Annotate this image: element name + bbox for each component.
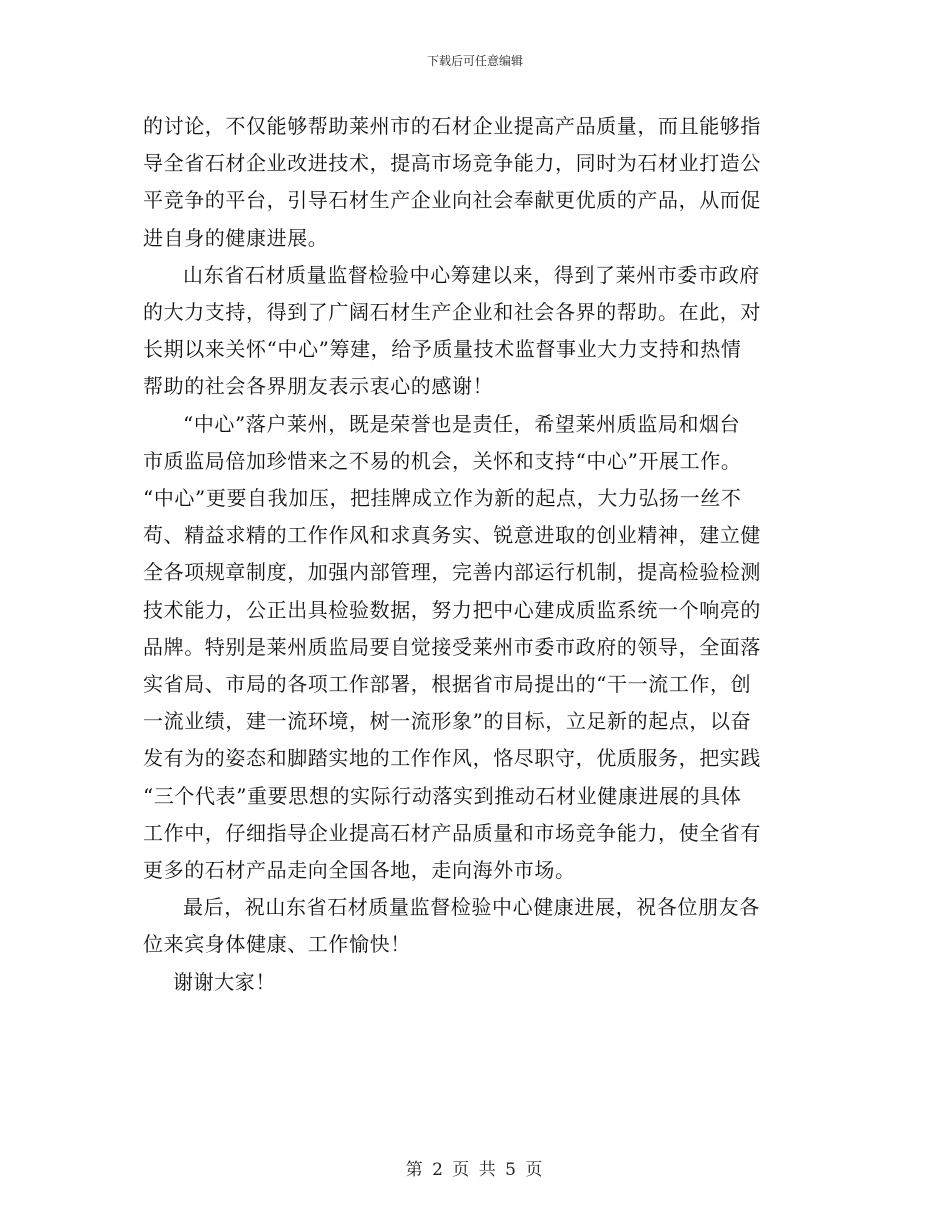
- text-line: 最后，祝山东省石材质量监督检验中心健康进展，祝各位朋友各: [183, 895, 760, 920]
- paragraph-4: [143, 889, 811, 963]
- page-number-footer: 第 2 页 共 5 页: [405, 1160, 545, 1180]
- paragraph-5: [143, 964, 811, 1001]
- text-line: 发有为的姿态和脚踏实地的工作作风，恪尽职守，优质服务，把实践: [143, 746, 761, 771]
- text-line: 品牌。特别是莱州质监局要自觉接受莱州市委市政府的领导，全面落: [143, 634, 761, 659]
- page-header: 下载后可任意编辑: [426, 54, 523, 68]
- text-line: 的讨论，不仅能够帮助莱州市的石材企业提高产品质量，而且能够指: [143, 114, 761, 138]
- text-line: 全各项规章制度，加强内部管理，完善内部运行机制，提高检验检测: [143, 560, 761, 585]
- text-line: 导全省石材企业改进技术，提高市场竞争能力，同时为石材业打造公: [143, 151, 761, 176]
- text-line: 实省局、市局的各项工作部署，根据省市局提出的“干一流工作，创: [143, 672, 752, 697]
- text-line: 工作中，仔细指导企业提高石材产品质量和市场竞争能力，使全省有: [143, 820, 761, 845]
- text-line: 一流业绩，建一流环境，树一流形象”的目标，立足新的起点，以奋: [143, 709, 752, 734]
- document-body: [143, 108, 811, 1001]
- text-line: 位来宾身体健康、工作愉快！: [143, 932, 411, 957]
- text-line: “三个代表”重要思想的实际行动落实到推动石材业健康进展的具体: [143, 783, 742, 808]
- paragraph-1: [143, 108, 811, 257]
- text-line: 苟、精益求精的工作作风和求真务实、锐意进取的创业精神，建立健: [143, 523, 761, 548]
- text-line: 山东省石材质量监督检验中心筹建以来，得到了莱州市委市政府: [183, 262, 760, 287]
- text-line: 技术能力，公正出具检验数据，努力把中心建成质监系统一个响亮的: [143, 597, 761, 622]
- text-line: 更多的石材产品走向全国各地，走向海外市场。: [143, 858, 576, 883]
- text-line: “中心”落户莱州，既是荣誉也是责任，希望莱州质监局和烟台: [183, 411, 741, 436]
- paragraph-3: [143, 406, 811, 890]
- text-line: 市质监局倍加珍惜来之不易的机会，关怀和支持“中心”开展工作。: [143, 448, 742, 473]
- text-line: “中心”更要自我加压，把挂牌成立作为新的起点，大力弘扬一丝不: [143, 486, 742, 511]
- text-line: 长期以来关怀“中心”筹建，给予质量技术监督事业大力支持和热情: [143, 337, 742, 362]
- text-line: 平竞争的平台，引导石材生产企业向社会奉献更优质的产品，从而促: [143, 188, 761, 213]
- text-line: 进自身的健康进展。: [143, 225, 329, 250]
- text-line: 谢谢大家！: [173, 969, 276, 994]
- text-line: 帮助的社会各界朋友表示衷心的感谢！: [143, 374, 494, 399]
- paragraph-2: [143, 257, 811, 406]
- text-line: 的大力支持，得到了广阔石材生产企业和社会各界的帮助。在此，对: [143, 300, 761, 325]
